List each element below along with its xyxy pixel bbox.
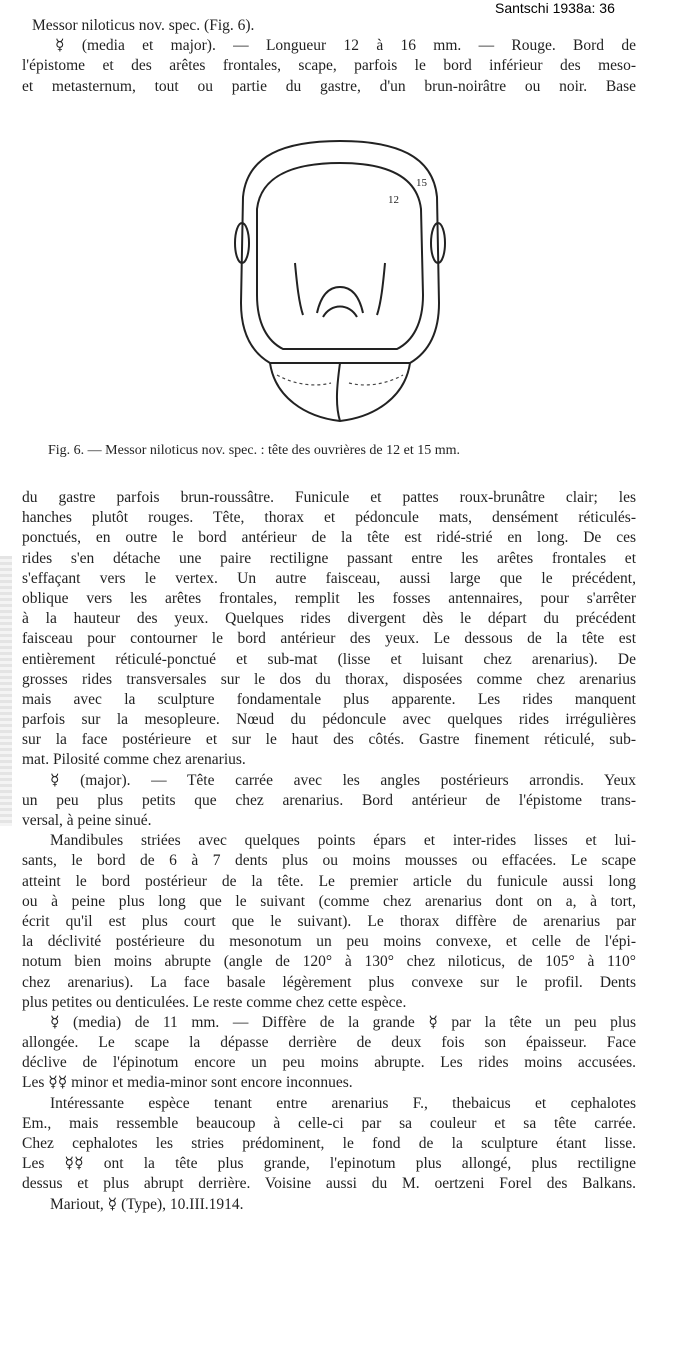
text-line: du gastre parfois brun-roussâtre. Funicule et pattes roux-brunâtre clair; les [22,489,636,506]
text-line: oblique vers les arêtes frontales, remplit les fosses antennaires, pour s'arrêter [22,589,636,607]
text-line: faisceau pour contourner le bord antérieur des yeux. Le dessous de la tête est [22,630,636,648]
text-line: parfois sur la mesopleure. Nœud du pédoncule avec quelques rides irrégulières [22,711,636,729]
text-line: plus petites ou denticulées. Le reste comme chez cette espèce. [22,993,407,1011]
text-line: hanches plutôt rouges. Tête, thorax et pédoncule mats, densément réticulés- [22,509,636,527]
text-line: sants, le bord de 6 à 7 dents plus ou moins mousses ou effacées. Le scape [22,852,636,870]
label-12mm: 12 [388,194,399,206]
head-outline-drawing [205,135,475,440]
page-reference: Santschi 1938a: 36 [495,0,615,16]
text-line: déclive de l'épinotum encore un peu moins abrupte. Les rides moins accusées. [22,1054,636,1072]
type-locality: Mariout, ☿ (Type), 10.III.1914. [50,1195,244,1213]
text-line: ☿ (major). — Tête carrée avec les angles postérieurs arrondis. Yeux [50,771,636,789]
text-line: Intéressante espèce tenant entre arenarius F., thebaicus et cephalotes [50,1094,636,1112]
text-line: sur la face postérieure et sur le haut des côtés. Gastre finement réticulé, sub- [22,731,636,749]
text-line: Chez cephalotes les stries prédominent, le fond de la sculpture étant lisse. [22,1135,636,1152]
text-line: à la hauteur des yeux. Quelques rides divergent dès le départ du précédent [22,610,636,628]
text-line: Mandibules striées avec quelques points épars et inter-rides lisses et lui- [50,832,636,850]
scan-margin [0,556,12,826]
text-line: dessus et plus abrupt derrière. Voisine aussi du M. oertzeni Forel des Balkans. [22,1175,636,1193]
head-figure [205,135,475,440]
text-line: s'effaçant vers le vertex. Un autre faisceau, aussi large que le précédent, [22,569,636,587]
text-line: mais avec la sculpture fondamentale plus apparente. Les rides manquent [22,690,636,708]
text-line: grosses rides transversales sur le dos du thorax, disposées comme chez arenarius [22,670,636,688]
text-line: mat. Pilosité comme chez arenarius. [22,751,246,769]
text-line: rides s'en détache une paire rectiligne passant entre les arêtes frontales et [22,549,636,567]
text-line: ou à peine plus long que le suivant (comme chez arenarius dont on a, à tort, [22,892,636,910]
species-heading: Messor niloticus nov. spec. (Fig. 6). [32,17,255,34]
text-line: écrit qu'il est plus court que le suivant). Le thorax diffère de arenarius par [22,912,636,930]
text-line: notum bien moins abrupte (angle de 120° à 130° chez niloticus, de 105° à 110° [22,953,636,971]
body-text [22,488,636,1215]
text-line: versal, à peine sinué. [22,812,152,829]
text-line: l'épistome et des arêtes frontales, scape, parfois le bord inférieur des meso- [22,57,636,75]
text-line: un peu plus petits que chez arenarius. Bord antérieur de l'épistome trans- [22,791,636,809]
text-line: atteint le bord postérieur de la tête. Le premier article du funicule aussi long [22,872,636,890]
text-line: entièrement réticulé-ponctué et sub-mat (lisse et luisant chez arenarius). De [22,650,636,668]
text-line: la déclivité postérieure du mesonotum un peu moins convexe, et celle de l'épi- [22,933,636,951]
text-line: allongée. Le scape la dépasse derrière de deux fois son épaisseur. Face [22,1034,636,1052]
text-line: Les ☿☿ ont la tête plus grande, l'epinotum plus allongé, plus rectiligne [22,1155,636,1173]
text-line: ponctués, en outre le bord antérieur de la tête est ridé-strié en long. De ces [22,529,636,547]
text-line: chez arenarius). La face basale légèrement plus convexe sur le profil. Dents [22,973,636,991]
text-line: Les ☿☿ minor et media-minor sont encore inconnues. [22,1074,353,1092]
figure-caption: Fig. 6. — Messor niloticus nov. spec. : tête des ouvrières de 12 et 15 mm. [48,443,461,458]
text-line: ☿ (media et major). — Longueur 12 à 16 mm. — Rouge. Bord de [55,37,636,55]
text-line: et metasternum, tout ou partie du gastre, d'un brun-noirâtre ou noir. Base [22,77,636,95]
label-15mm: 15 [416,177,427,189]
text-line: Em., mais ressemble beaucoup à celle-ci par sa couleur et sa tête carrée. [22,1114,636,1132]
top-paragraph [22,16,636,97]
text-line: ☿ (media) de 11 mm. — Diffère de la grande ☿ par la tête un peu plus [50,1013,636,1031]
